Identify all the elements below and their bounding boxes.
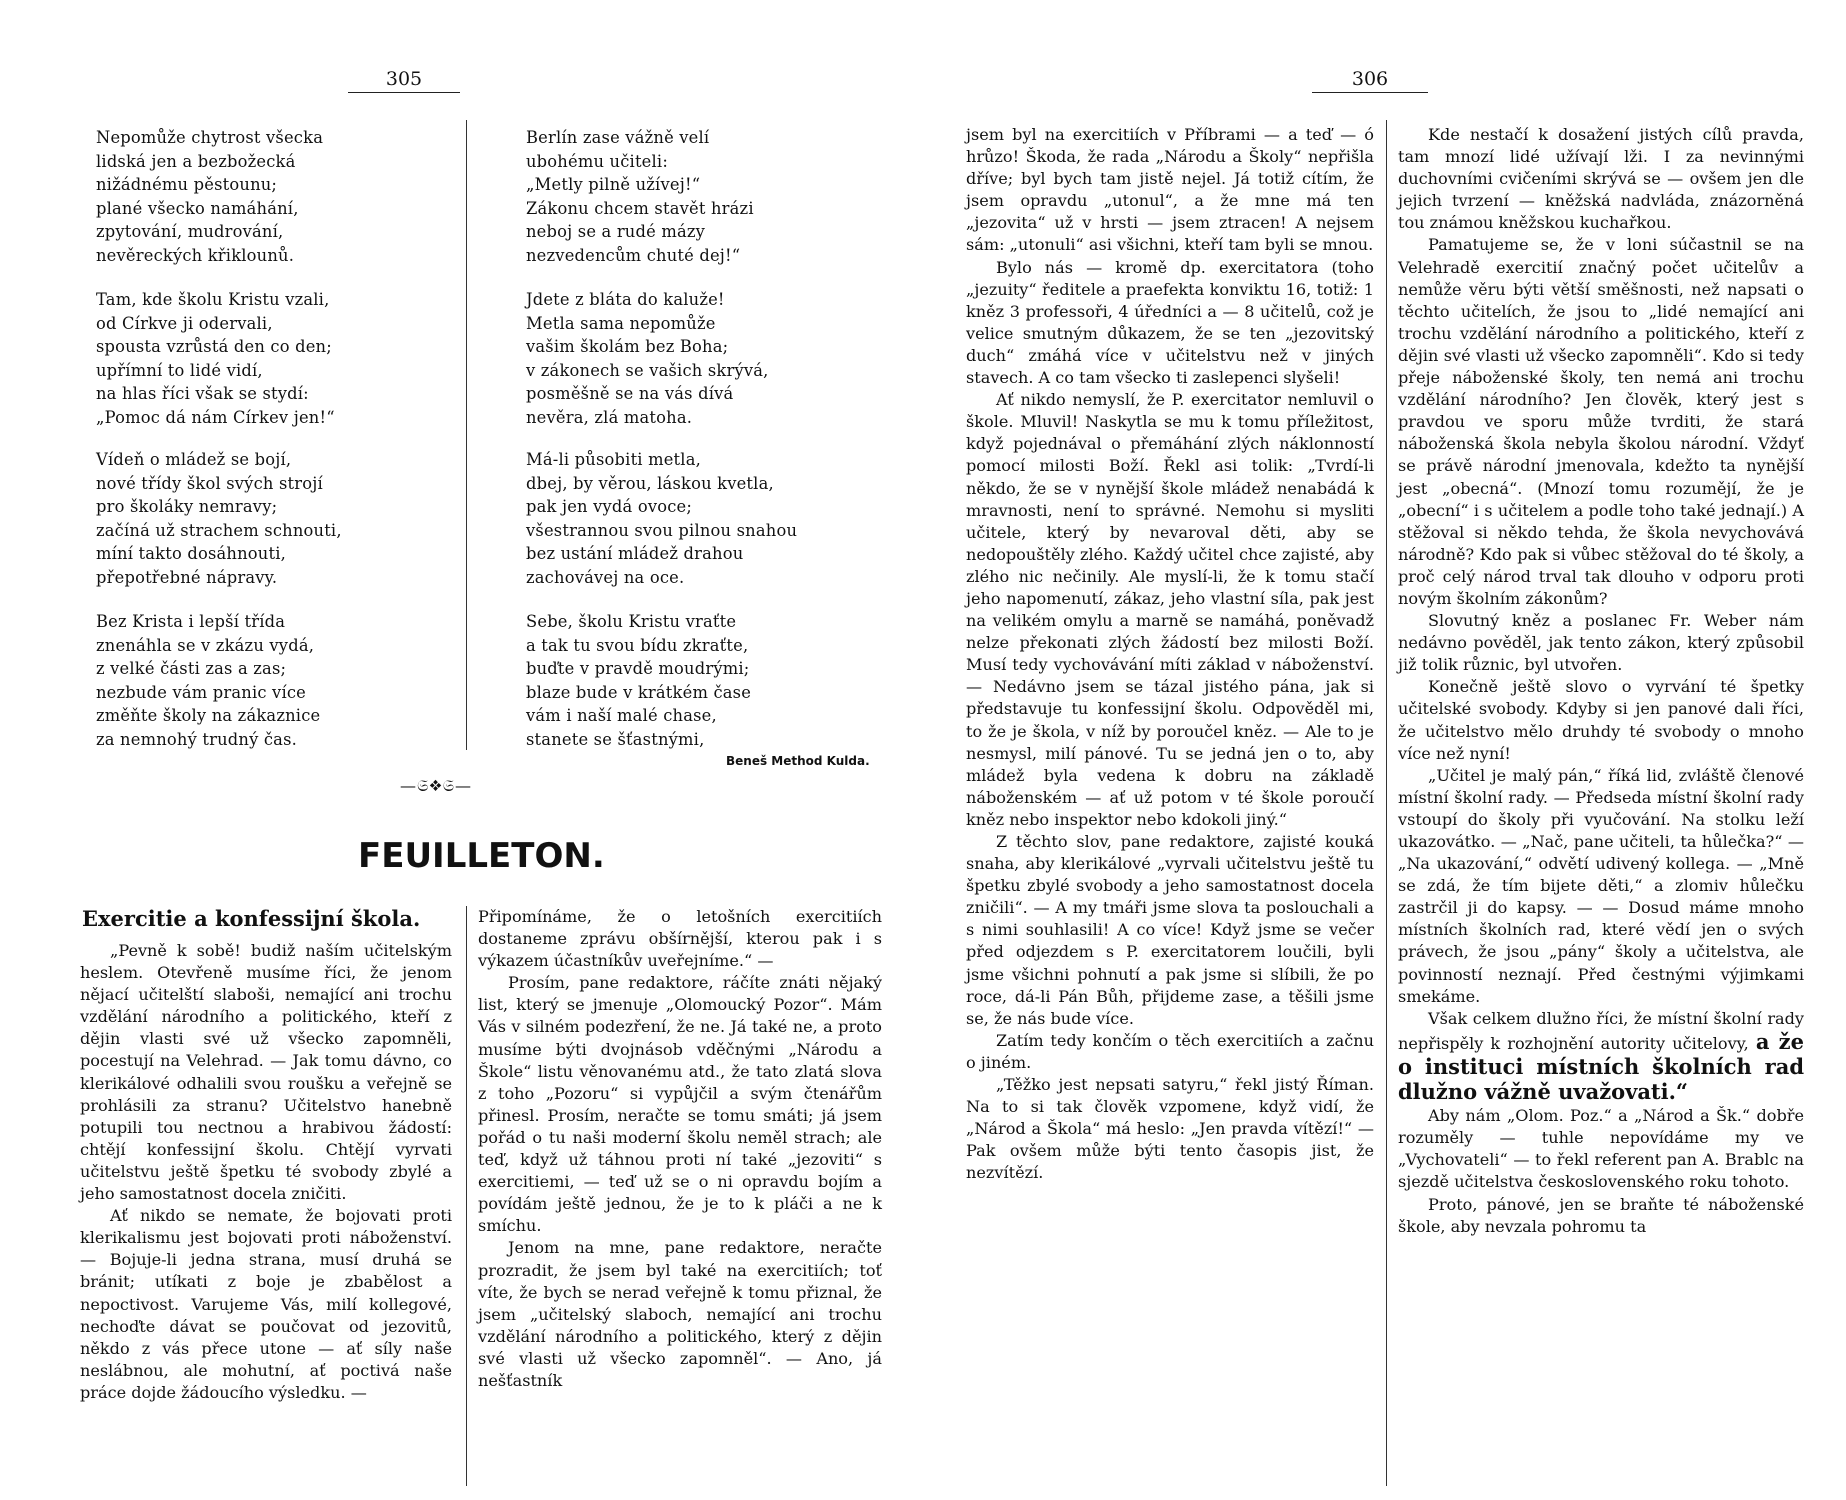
paragraph: Ať nikdo nemyslí, že P. exercitator nemluvil o škole. Mluvil! Naskytla se mu k tomu příležitost, když pojednával o přemáhání zlých náklonností pomocí milosti Boží. Řekl asi tolik: „Tvrdí-li někdo, že se v nynější škole mládež nenabádá k mravnosti, není to správné. Nemohu si mysliti učitele, který by nevaroval děti, aby se nedopouštěly zlého. Každý učitel chce zajisté, aby zlého nic nečinily. Ale myslí-li, že k tomu stačí jeho napomenutí, zákaz, jeho vlastní síla, pak jest na velikém omylu a marně se namáhá, poněvadž nelze překonati zlých žádostí bez milosti Boží. Musí tedy vychovávání míti základ v náboženství. — Nedávno jsem se tázal jistého pána, jak si představuje tu konfessijní školu. Odpověděl mi, to že je škola, v níž by poroučel kněz. — Ale to je nesmysl, milí pánové. Tu se jedná jen o to, aby mládež byla vedena k dobru na základě náboženském — ať už potom v té škole poroučí kněz nebo inspektor nebo kdokoli jiný.“: [966, 390, 1374, 829]
article-column-3: [966, 124, 1374, 1185]
article-column-4: [1398, 124, 1804, 1238]
column-divider: [1386, 120, 1387, 1486]
paragraph: Aby nám „Olom. Poz.“ a „Národ a Šk.“ dobře rozuměly — tuhle nepovídáme my ve „Vychovateli“ — to řekl referent pan A. Brablc na sjezdě učitelstva československého roku tohoto.: [1398, 1106, 1804, 1192]
emphasized-conclusion: a že o instituci místních školních rad dlužno vážně uvažovati.“: [1398, 1028, 1804, 1105]
page-number-left: 305: [385, 68, 423, 90]
section-title: FEUILLETON.: [358, 836, 605, 876]
paragraph: „Učitel je malý pán,“ říká lid, zvláště členové místní školní rady. — Předseda místní školní rady vstoupí do školy při vyučování. Na stolku leží ukazovátko. — „Nač, pane učiteli, ta hůlečka?“ — „Na ukazování,“ odvětí udivený kollega. — „Mně se zdá, že tím bijete děti,“ a zlomiv hůlečku zastrčil ji do kapsy. — — Dosud máme mnoho místních školních rad, které vědí jen o svých právech, že jsou „pány“ školy a učitelstva, ale povinností neznají. Před čestnými výjimkami smekáme.: [1398, 765, 1804, 1006]
header-rule-right: [1312, 92, 1428, 93]
poem-signature: Beneš Method Kulda.: [726, 754, 870, 768]
paragraph: Ať nikdo se nemate, že bojovati proti klerikalismu jest bojovati proti náboženství. — Bojuje-li jedna strana, musí druhá se bránit; utíkati z boje je zbabělost a nepoctivost. Varujeme Vás, milí kollegové, nechoďte dávat se poučovat od jezovitů, někdo z vás přece utone — ať síly naše neslábnou, ale mohutní, ať poctivá naše práce dojde žádoucího výsledku. —: [80, 1206, 452, 1402]
paragraph: Pamatujeme se, že v loni súčastnil se na Velehradě exercitií značný počet učitelův a nemůže věru býti větší směšnosti, než napsati o těchto učitelích, že jsou to „lidé nemající ani trochu vzdělání národního a politického, kteří z dějin své vlasti už všecko zapomněli“. Kdo si tedy přeje náboženské školy, ten nemá ani trochu vzdělání národního? Jen člověk, který jest s pravdou ve sporu může tvrditi, že stará náboženská škola nebyla školou národní. Vždyť se právě národní jmenovala, kdežto ta nynější jest „obecná“. (Mnozí tomu rozumějí, že je „obecní“ i s učitelem a podle toho také jednají.) A stěžoval si někdo tehda, že škola nevychovává národně? Kdo pak si vůbec stěžoval do té školy, a proč celý národ trval tak dlouho v odporu proti novým školním zákonům?: [1398, 235, 1804, 608]
paragraph-lead: Však celkem dlužno říci, že místní školní rady nepřispěly k rozhojnění autority učitelovy,: [1398, 1008, 1804, 1053]
poem-stanza: Jdete z bláta do kaluže! Metla sama nepomůže vašim školám bez Boha; v zákonech se vašich skrývá, posměšně se na vás dívá nevěra, zlá matoha.: [526, 290, 769, 427]
paragraph: Připomínáme, že o letošních exercitiích dostaneme zprávu obšírnější, kterou pak i s výkazem účastníkův uveřejníme.“ —: [478, 907, 882, 971]
poem-stanza: Sebe, školu Kristu vraťte a tak tu svou bídu zkraťte, buďte v pravdě moudrými; blaze bude v krátkém čase vám i naší malé chase, stanete se šťastnými,: [526, 612, 752, 749]
poem-stanza: Tam, kde školu Kristu vzali, od Církve ji odervali, spousta vzrůstá den co den; upřímní to lidé vidí, na hlas říci však se stydí: „Pomoc dá nám Církev jen!“: [96, 290, 335, 427]
paragraph: jsem byl na exercitiích v Příbrami — a teď — ó hrůzo! Škoda, že rada „Národu a Školy“ nepřišla dříve; byl bych tam jistě nejel. Já totiž cítím, že jsem opravdu „utonul“, a že mne má ten „jezovita“ už v hrsti — jsem ztracen! A nejsem sám: „utonuli“ asi všichni, kteří tam byli se mnou.: [966, 125, 1374, 255]
poem-stanza: Nepomůže chytrost všecka lidská jen a bezbožecká nižádnému pěstounu; plané všecko namáhání, zpytování, mudrování, nevěreckých křiklounů.: [96, 128, 324, 265]
paragraph: Zatím tedy končím o těch exercitiích a začnu o jiném.: [966, 1030, 1374, 1072]
article-column-2: [478, 906, 882, 1392]
header-rule-left: [348, 92, 460, 93]
ornament-divider: —𝔖⁠❖⁠𝔖—: [400, 776, 473, 795]
poem-stanza: Bez Krista i lepší třída znenáhla se v zkázu vydá, z velké části zas a zas; nezbude vám pranic více změňte školy na zákaznice za nemnohý trudný čas.: [96, 612, 321, 749]
paragraph: „Pevně k sobě! budiž naším učitelským heslem. Otevřeně musíme říci, že jenom nějací učitelští slaboši, nemající ani trochu vzdělání národního a politického, kteří z dějin vlasti své už všecko zapomněli, pocestují na Velehrad. — Jak tomu dávno, co klerikálové odhalili svou roušku a veřejně se prohlásili za stranu? Učitelstvo hanebně potupili tou nectnou a hrabivou žádostí: chtějí konfessijní školu. Chtějí vyrvati učitelstvu ještě špetku té svobody zbylé a jeho samostatnost docela zničiti.: [80, 941, 452, 1204]
poem-stanza: Má-li působiti metla, dbej, by věrou, láskou kvetla, pak jen vydá ovoce; všestrannou svou pilnou snahou bez ustání mládež drahou zachovávej na oce.: [526, 450, 798, 587]
paragraph: Kde nestačí k dosažení jistých cílů pravda, tam mnozí lidé užívají lži. I za nevinnými duchovními cvičeními skrývá se — ovšem jen dle jejich tvrzení — kněžská nadvláda, znázorněná tou známou kněžskou kuchařkou.: [1398, 125, 1804, 233]
page-number-right: 306: [1351, 68, 1389, 90]
paragraph: Bylo nás — kromě dp. exercitatora (toho „jezuity“ ředitele a praefekta konviktu 16, totiž: 1 kněz 3 professoři, 4 úředníci a — 8 učitelů, což je velice smutným důkazem, že se ten „jezovitský duch“ zmáhá více v učitelstvu než v jiných stavech. A co tam všecko ti zaslepenci slyšeli!: [966, 257, 1374, 388]
poem-divider: [466, 120, 467, 750]
paragraph: Jenom na mne, pane redaktore, neračte prozradit, že jsem byl také na exercitiích; toť víte, že bych se nerad veřejně k tomu přiznal, že jsem „učitelský slaboch, nemající ani trochu vzdělání národního a politického, který z dějin své vlasti už všecko zapomněl“. — Ano, já nešťastník: [478, 1238, 882, 1390]
paragraph: Konečně ještě slovo o vyrvání té špetky učitelské svobody. Kdyby si jen panové dali říci, že učitelstvo mělo druhdy té svobody o mnoho více než nyní!: [1398, 677, 1804, 763]
paragraph: Prosím, pane redaktore, ráčíte znáti nějaký list, který se jmenuje „Olomoucký Pozor“. Mám Vás v silném podezření, že ne. Já také ne, a proto musíme býti dvojnásob vděčnými „Národu a Škole“ listu věnovanému atd., že tato zlatá slova z toho „Pozoru“ si vypůjčil a svým čtenářům přinesl. Prosím, neračte se tomu smáti; já jsem pořád o tu naši moderní školu neměl strach; ale teď, když už táhnou proti ní také „jezoviti“ s exercitiemi, — teď už se o ni opravdu bojím a povídám ještě jednou, že je to k pláči a ne k smíchu.: [478, 973, 882, 1236]
paragraph: Z těchto slov, pane redaktore, zajisté kouká snaha, aby klerikálové „vyrvali učitelstvu ještě tu špetku zbylé svobody a jeho samostatnost docela zničili“. — A my tmáři jsme slova ta poslouchali a s nimi souhlasili! A co více! Když jsme se večer před odjezdem s P. exercitatorem loučili, byli jsme všichni pohnutí a pak jsme si slíbili, že po roce, dá-li Pán Bůh, přijdeme zase, a těšili jsme se, že nás bude více.: [966, 832, 1374, 1028]
paragraph: „Těžko jest nepsati satyru,“ řekl jistý Říman. Na to si tak člověk vzpomene, když vidí, že „Národ a Škola“ má heslo: „Jen pravda vítězí!“ — Pak ovšem může býti tento časopis jist, že nezvítězí.: [966, 1075, 1374, 1183]
paragraph: [1398, 1008, 1804, 1105]
poem-stanza: Vídeň o mládež se bojí, nové třídy škol svých strojí pro školáky nemravy; začíná už strachem schnouti, míní takto dosáhnouti, přepotřebné nápravy.: [96, 450, 342, 587]
column-divider: [466, 906, 467, 1486]
paragraph: Slovutný kněz a poslanec Fr. Weber nám nedávno pověděl, jak tento zákon, který způsobil již tolik různic, byl utvořen.: [1398, 611, 1804, 675]
article-column-1: [80, 940, 452, 1404]
paragraph: Proto, pánové, jen se braňte té náboženské škole, aby nevzala pohromu ta: [1398, 1194, 1804, 1236]
poem-stanza: Berlín zase vážně velí ubohému učiteli: „Metly pilně užívej!“ Zákonu chcem stavět hrázi neboj se a rudé mázy nezvedencům chuté dej!“: [526, 128, 754, 265]
article-title: Exercitie a konfessijní škola.: [82, 906, 421, 931]
